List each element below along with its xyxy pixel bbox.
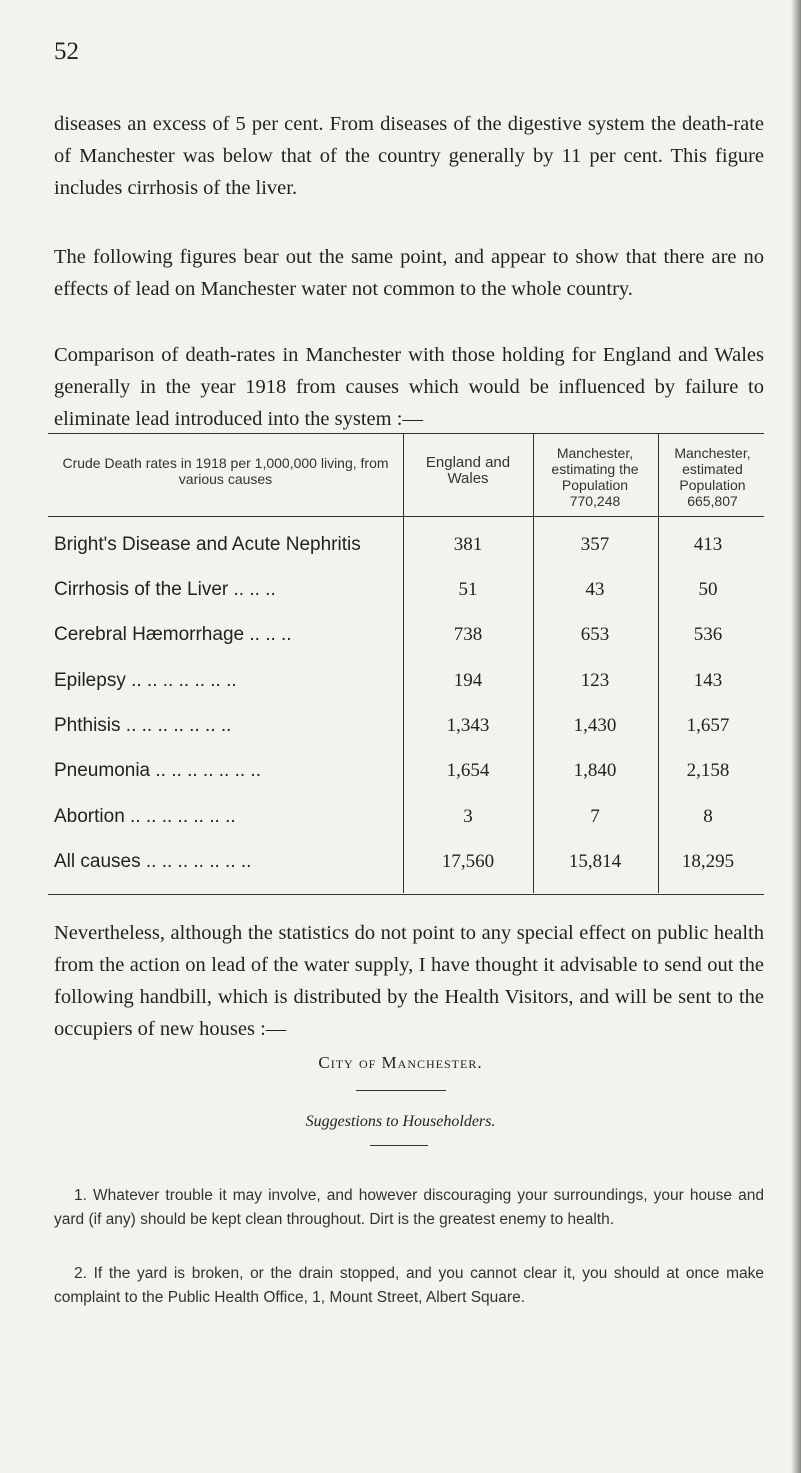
handbill-title: City of Manchester. [318, 1053, 483, 1072]
table-row [48, 759, 764, 799]
manchester-770248-value: 1,840 [573, 760, 617, 781]
manchester-770248-value: 123 [580, 670, 610, 691]
england-wales-value: 738 [453, 624, 483, 645]
table-row [48, 578, 764, 618]
header-manchester-770248: Manchester, estimating the Population 770,248 [551, 445, 639, 509]
table-row [48, 623, 764, 663]
manchester-665807-value: 50 [698, 579, 718, 600]
manchester-770248-value: 1,430 [573, 715, 617, 736]
paragraph-lead-effects: The following figures bear out the same point, and appear to show that there are no effects of lead on Manchester water not common to the whole country. [54, 246, 764, 300]
england-wales-value: 1,654 [446, 760, 490, 781]
row-label: Pneumonia .. .. .. .. .. .. .. [54, 760, 261, 781]
row-label: Cirrhosis of the Liver .. .. .. [54, 579, 276, 600]
england-wales-value: 194 [453, 670, 483, 691]
header-england-wales: England and Wales [425, 454, 511, 487]
table-row [48, 805, 764, 845]
row-label: Abortion .. .. .. .. .. .. .. [54, 806, 236, 827]
handbill-subtitle: Suggestions to Householders. [305, 1113, 496, 1130]
handbill-item-1: 1. Whatever trouble it may involve, and however discouraging your surroundings, your house and yard (if any) should be kept clean throughout. Dirt is the greatest enemy to health. [54, 1187, 764, 1228]
england-wales-value: 51 [458, 579, 478, 600]
row-label: Bright's Disease and Acute Nephritis [54, 534, 361, 555]
row-label: Epilepsy .. .. .. .. .. .. .. [54, 670, 237, 691]
manchester-770248-value: 653 [580, 624, 610, 645]
england-wales-value: 17,560 [441, 851, 495, 872]
death-rates-table [48, 433, 764, 895]
manchester-665807-value: 413 [693, 534, 723, 555]
table-row [48, 850, 764, 890]
manchester-665807-value: 143 [693, 670, 723, 691]
header-cause: Crude Death rates in 1918 per 1,000,000 living, from various causes [62, 455, 389, 487]
table-header-rule [48, 516, 764, 517]
manchester-770248-value: 43 [585, 579, 605, 600]
header-manchester-665807: Manchester, estimated Population 665,807 [674, 445, 751, 509]
page-number: 52 [54, 38, 79, 65]
row-label: Cerebral Hæmorrhage .. .. .. [54, 624, 292, 645]
england-wales-value: 3 [463, 806, 473, 827]
manchester-665807-value: 8 [703, 806, 713, 827]
paragraph-handbill-intro: Nevertheless, although the statistics do not point to any special effect on public health from the action on lead of the water supply, I have thought it advisable to send out the following handbill, which is distributed by the Health Visitors, and will be sent to the occupiers of new houses :— [54, 922, 764, 1040]
paragraph-digestive-diseases: diseases an excess of 5 per cent. From diseases of the digestive system the death-rate of Manchester was below that of the country generally by 11 per cent. This figure includes cirrhosis of the liver. [54, 113, 764, 199]
row-label: All causes .. .. .. .. .. .. .. [54, 851, 252, 872]
subtitle-divider [370, 1145, 428, 1146]
table-row [48, 533, 764, 573]
paragraph-comparison-intro: Comparison of death-rates in Manchester with those holding for England and Wales generally in the year 1918 from causes which would be influenced by failure to eliminate lead introduced into the system :— [54, 344, 764, 430]
table-row [48, 669, 764, 709]
page-edge-shadow [791, 0, 801, 1473]
title-divider [356, 1090, 446, 1091]
manchester-770248-value: 15,814 [568, 851, 622, 872]
england-wales-value: 1,343 [446, 715, 490, 736]
manchester-665807-value: 1,657 [686, 715, 730, 736]
table-row [48, 714, 764, 754]
manchester-665807-value: 2,158 [686, 760, 730, 781]
table-bottom-rule [48, 894, 764, 895]
manchester-665807-value: 536 [693, 624, 723, 645]
table-top-rule [48, 433, 764, 434]
manchester-665807-value: 18,295 [681, 851, 735, 872]
manchester-770248-value: 7 [590, 806, 600, 827]
row-label: Phthisis .. .. .. .. .. .. .. [54, 715, 232, 736]
manchester-770248-value: 357 [580, 534, 610, 555]
handbill-item-2: 2. If the yard is broken, or the drain stopped, and you cannot clear it, you should at once make complaint to the Public Health Office, 1, Mount Street, Albert Square. [54, 1265, 764, 1306]
england-wales-value: 381 [453, 534, 483, 555]
